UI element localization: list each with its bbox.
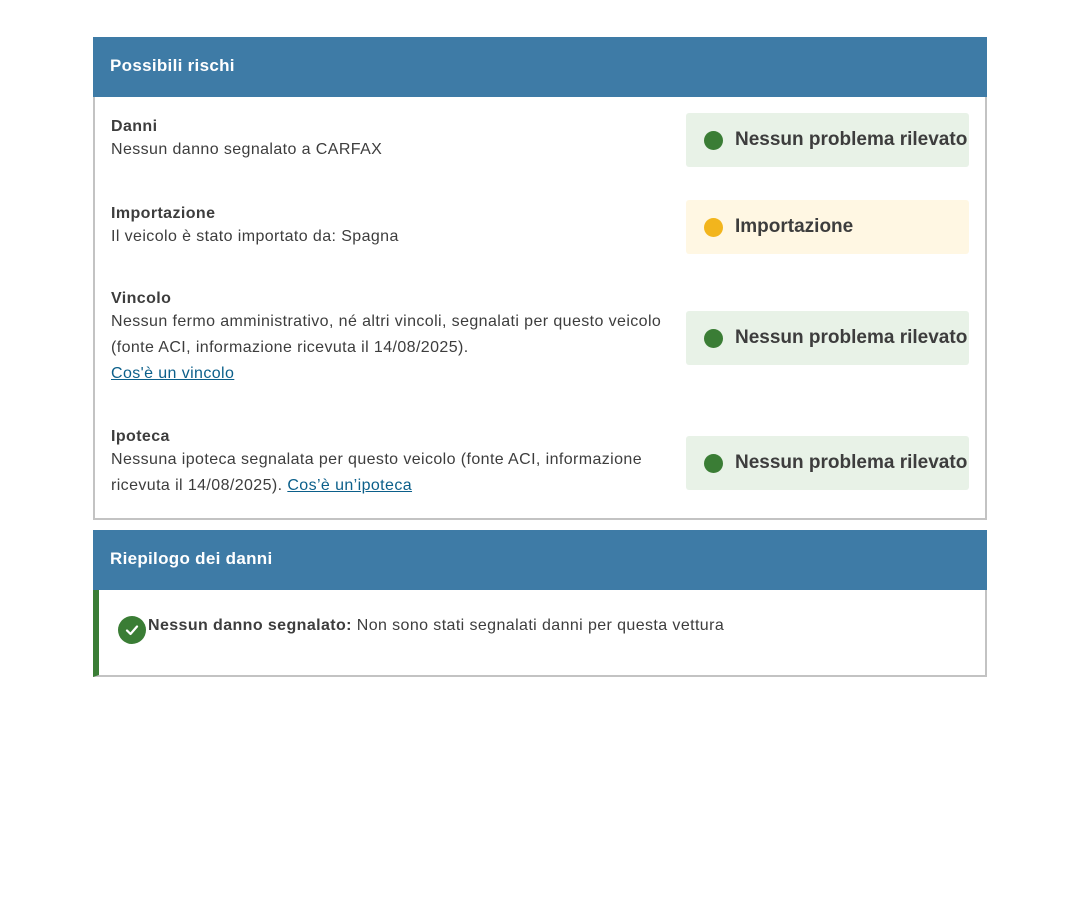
risk-text [111, 289, 676, 387]
risk-description-text: Nessun fermo amministrativo, né altri vincoli, segnalati per questo veicolo (fonte ACI, informazione ricevuta il 14/08/2025). [111, 313, 662, 356]
risk-title: Importazione [111, 205, 216, 222]
status-label: Nessun problema rilevato [735, 129, 968, 150]
check-circle-icon [118, 616, 146, 644]
risks-section [93, 37, 987, 520]
status-badge-ipoteca [686, 436, 969, 490]
status-label: Nessun problema rilevato [735, 452, 968, 473]
risk-description: Il veicolo è stato importato da: Spagna [111, 228, 399, 245]
risk-description [111, 447, 676, 499]
damage-summary-section [93, 530, 987, 677]
risk-text [111, 117, 676, 163]
damage-summary-text [148, 616, 724, 636]
damage-summary-detail: Non sono stati segnalati danni per questa vettura [351, 617, 725, 634]
risk-title: Danni [111, 118, 158, 135]
risk-title: Vincolo [111, 290, 172, 307]
risks-header: Possibili rischi [93, 37, 987, 97]
damage-summary-line [118, 616, 724, 644]
status-label: Importazione [735, 216, 854, 237]
risk-text [111, 204, 676, 250]
risks-body [93, 97, 987, 520]
what-is-vincolo-link[interactable]: Cos'è un vincolo [111, 365, 235, 382]
yellow-dot-icon [704, 218, 723, 237]
damage-summary-strong: Nessun danno segnalato: [148, 617, 352, 634]
risk-description-text: Nessuna ipoteca segnalata per questo veicolo (fonte ACI, informazione ricevuta il 14/08/2025). [111, 451, 643, 494]
status-badge-importazione [686, 200, 969, 254]
damage-summary-header: Riepilogo dei danni [93, 530, 987, 590]
risk-description: Nessun danno segnalato a CARFAX [111, 141, 383, 158]
status-badge-vincolo [686, 311, 969, 365]
risk-description [111, 309, 676, 387]
what-is-ipoteca-link[interactable]: Cos’è un’ipoteca [287, 477, 413, 494]
green-dot-icon [704, 329, 723, 348]
green-dot-icon [704, 131, 723, 150]
status-badge-danni [686, 113, 969, 167]
status-label: Nessun problema rilevato [735, 327, 968, 348]
damage-summary-body [93, 590, 987, 677]
green-dot-icon [704, 454, 723, 473]
risk-title: Ipoteca [111, 428, 170, 445]
risk-text [111, 427, 676, 499]
